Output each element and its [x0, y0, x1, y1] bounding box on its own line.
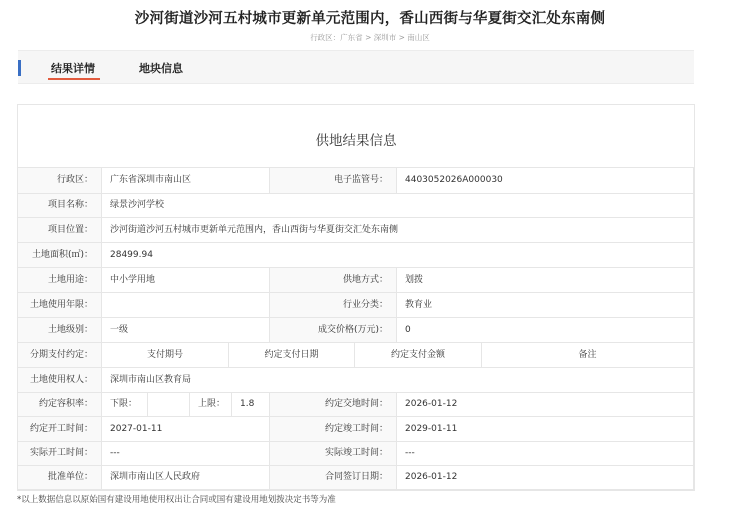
- active-tab-underline: [48, 78, 100, 80]
- district-label: 行政区：: [18, 167, 102, 194]
- location-label: 项目位置：: [18, 218, 102, 243]
- term-value: [102, 293, 270, 318]
- far-label: 约定容积率：: [18, 393, 102, 417]
- location-value: 沙河街道沙河五村城市更新单元范围内，香山西街与华夏街交汇处东南侧: [102, 218, 694, 243]
- tab-parcel-info[interactable]: 地块信息: [139, 62, 183, 75]
- owner-value: 深圳市南山区教育局: [102, 368, 694, 393]
- supply-method-value: 划拨: [397, 268, 694, 293]
- tab-result-details[interactable]: 结果详情: [51, 62, 95, 75]
- installment-header-remark: 备注: [482, 343, 694, 368]
- land-use-label: 土地用途：: [18, 268, 102, 293]
- price-label: 成交价格(万元)：: [270, 318, 397, 343]
- far-lower-label: 下限：: [102, 393, 148, 417]
- installment-label: 分期支付约定：: [18, 343, 102, 368]
- price-value: 0: [397, 318, 694, 343]
- far-upper-label: 上限：: [190, 393, 232, 417]
- project-name-value: 绿景沙河学校: [102, 194, 694, 218]
- breadcrumb[interactable]: 行政区：广东省 > 深圳市 > 南山区: [310, 33, 430, 42]
- supervision-no-label: 电子监管号：: [270, 167, 397, 194]
- district-value: 广东省深圳市南山区: [102, 167, 270, 194]
- grade-value: 一级: [102, 318, 270, 343]
- actual-completion-value: ---: [397, 442, 694, 466]
- area-label: 土地面积(㎡)：: [18, 243, 102, 268]
- page-title: 沙河街道沙河五村城市更新单元范围内，香山西街与华夏街交汇处东南侧: [134, 11, 606, 27]
- start-label: 约定开工时间：: [18, 417, 102, 442]
- start-value: 2027-01-11: [102, 417, 270, 442]
- industry-value: 教育业: [397, 293, 694, 318]
- approver-value: 深圳市南山区人民政府: [102, 466, 270, 490]
- section-title: 供地结果信息: [315, 133, 397, 149]
- actual-start-value: ---: [102, 442, 270, 466]
- term-label: 土地使用年限：: [18, 293, 102, 318]
- supply-method-label: 供地方式：: [270, 268, 397, 293]
- grade-label: 土地级别：: [18, 318, 102, 343]
- far-lower-value: [148, 393, 190, 417]
- installment-header-date: 约定支付日期: [229, 343, 355, 368]
- supply-result-panel: [17, 104, 695, 491]
- installment-header-amount: 约定支付金额: [355, 343, 482, 368]
- info-table: [18, 167, 694, 490]
- tab-accent-bar: [18, 60, 21, 76]
- industry-label: 行业分类：: [270, 293, 397, 318]
- actual-start-label: 实际开工时间：: [18, 442, 102, 466]
- project-name-label: 项目名称：: [18, 194, 102, 218]
- owner-label: 土地使用权人：: [18, 368, 102, 393]
- land-use-value: 中小学用地: [102, 268, 270, 293]
- contract-date-value: 2026-01-12: [397, 466, 694, 490]
- area-value: 28499.94: [102, 243, 694, 268]
- handover-value: 2026-01-12: [397, 393, 694, 417]
- completion-value: 2029-01-11: [397, 417, 694, 442]
- supervision-no-value: 4403052026A000030: [397, 167, 694, 194]
- handover-label: 约定交地时间：: [270, 393, 397, 417]
- completion-label: 约定竣工时间：: [270, 417, 397, 442]
- far-upper-value: 1.8: [232, 393, 270, 417]
- approver-label: 批准单位：: [18, 466, 102, 490]
- actual-completion-label: 实际竣工时间：: [270, 442, 397, 466]
- tab-bar: [18, 50, 694, 84]
- contract-date-label: 合同签订日期：: [270, 466, 397, 490]
- installment-header-period: 支付期号: [102, 343, 229, 368]
- footnote: *以上数据信息以原始国有建设用地使用权出让合同或国有建设用地划拨决定书等为准: [17, 495, 336, 505]
